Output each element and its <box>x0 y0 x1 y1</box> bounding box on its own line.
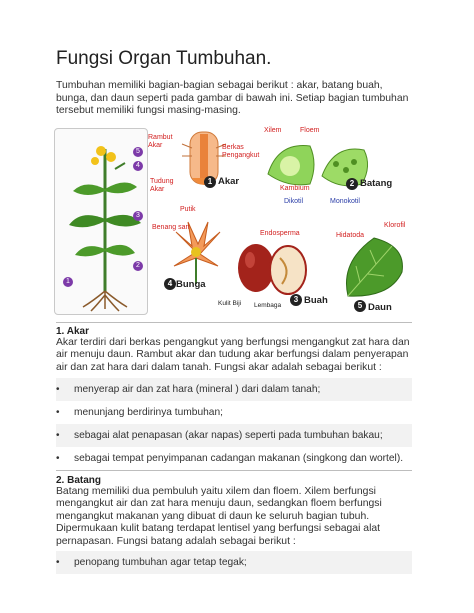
section-batang <box>56 470 412 574</box>
label-rambut-akar: Rambut Akar <box>148 134 173 149</box>
plant-number-1: 1 <box>63 277 73 287</box>
akar-list-item: • sebagai alat penapasan (akar napas) seperti pada tumbuhan bakau; <box>56 424 412 447</box>
plant-number-2: 2 <box>133 261 143 271</box>
part-name-akar: Akar <box>218 176 240 187</box>
plant-number-3: 3 <box>133 211 143 221</box>
label-klorofil: Klorofil <box>384 222 406 229</box>
label-kambium: Kambium <box>280 185 310 192</box>
leaf-illustration <box>340 232 410 302</box>
plant-diagram-panel <box>54 128 148 315</box>
section-akar-body: Akar terdiri dari berkas pengangkut yang berfungsi mengangkut zat hara dan air menuju daun. Rambut akar dan tudung akar berfungsi dalam penyerapan air dan zat hara dari dalam tanah. Fungsi akar adalah sebagai berikut : <box>56 337 410 373</box>
part-name-daun: Daun <box>368 302 392 313</box>
section-batang-heading: 2. Batang <box>56 475 102 486</box>
label-benang-sari: Benang sari <box>152 224 190 231</box>
section-akar <box>56 322 412 470</box>
number-1-badge: 1 <box>204 176 216 188</box>
plant-organs-figure <box>54 128 422 320</box>
label-xilem: Xilem <box>264 127 282 134</box>
label-floem: Floem <box>300 127 320 134</box>
label-tudung-akar: Tudung Akar <box>150 178 174 193</box>
seed-illustration <box>232 240 312 304</box>
plant-illustration <box>55 129 149 316</box>
number-5-badge: 5 <box>354 300 366 312</box>
akar-function-list <box>56 378 412 470</box>
akar-list-item: • menyerap air dan zat hara (mineral ) dari dalam tanah; <box>56 378 412 401</box>
label-endosperma: Endosperma <box>260 230 300 237</box>
batang-function-list <box>56 551 412 574</box>
part-name-buah: Buah <box>304 295 328 306</box>
label-monokotil: Monokotil <box>330 198 360 205</box>
part-name-bunga: Bunga <box>176 279 206 290</box>
part-name-batang: Batang <box>360 178 393 189</box>
akar-list-item: • sebagai tempat penyimpanan cadangan makanan (singkong dan wortel). <box>56 447 412 470</box>
page-title: Fungsi Organ Tumbuhan. <box>56 48 272 69</box>
number-2-badge: 2 <box>346 178 358 190</box>
label-berkas-pengangkut: Berkas Pengangkut <box>222 144 260 159</box>
label-hidatoda: Hidatoda <box>336 232 365 239</box>
label-dikotil: Dikotil <box>284 198 304 205</box>
section-batang-body: Batang memiliki dua pembuluh yaitu xilem dan floem. Xilem berfungsi mengangkut air dan zat hara menuju daun, sedangkan floem berfungsi mengangkut makanan yang dibuat di daun ke seluruh bagian tubuh. Dipermukaan kulit batang terdapat lentisel yang berfungsi sebagai alat pernapasan. Fungsi batang adalah sebagai berikut : <box>56 486 382 547</box>
akar-list-item: • menunjang berdirinya tumbuhan; <box>56 401 412 424</box>
plant-number-5: 5 <box>133 147 143 157</box>
label-kulit-biji: Kulit Biji <box>218 300 242 307</box>
number-3-badge: 3 <box>290 294 302 306</box>
plant-number-4: 4 <box>133 161 143 171</box>
section-akar-heading: 1. Akar <box>56 326 89 337</box>
batang-list-item: • penopang tumbuhan agar tetap tegak; <box>56 551 412 574</box>
label-putik: Putik <box>180 206 196 213</box>
label-lembaga: Lembaga <box>254 302 282 309</box>
number-4-badge: 4 <box>164 278 176 290</box>
intro-paragraph: Tumbuhan memiliki bagian-bagian sebagai berikut : akar, batang buah, bunga, dan daun seperti pada gambar di bawah ini. Setiap bagian tumbuhan tersebut memiliki fungsi masing-masing. <box>56 80 409 116</box>
